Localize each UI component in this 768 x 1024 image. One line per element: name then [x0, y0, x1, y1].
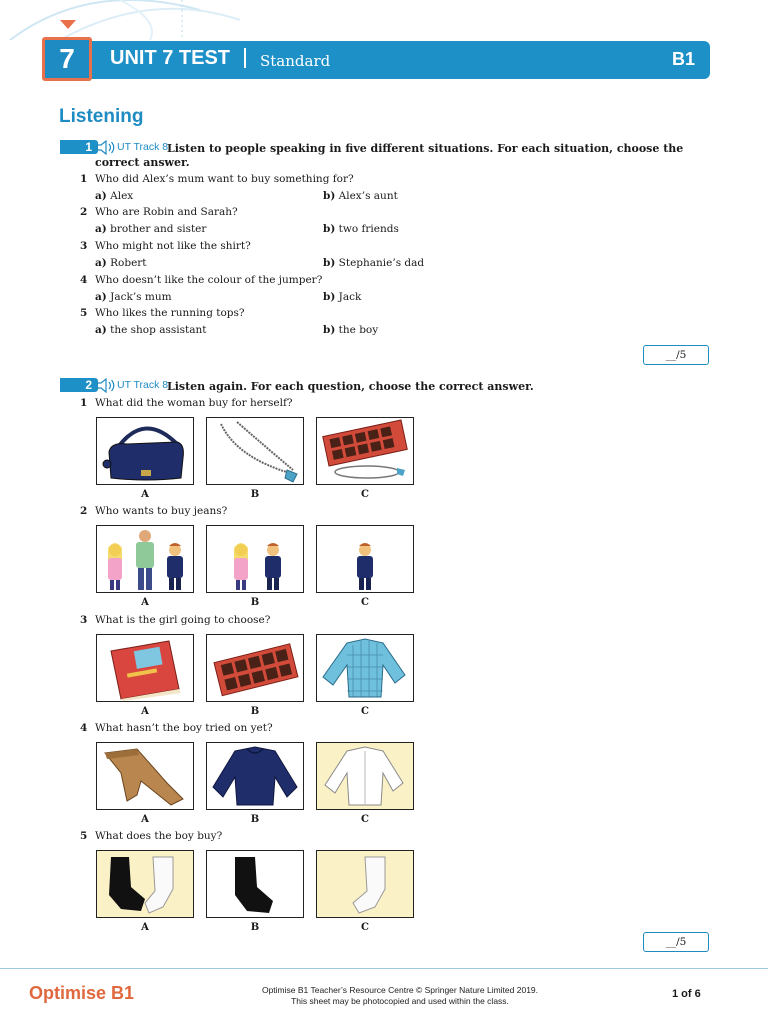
score-box[interactable]: __/5 [643, 932, 709, 952]
handbag-image [97, 418, 193, 484]
picture-label: C [361, 597, 369, 608]
exercise-1-instruction-line2: correct answer. [95, 156, 190, 169]
picture-option-a[interactable] [96, 634, 194, 702]
checked-shirt-image [317, 635, 413, 701]
question-number: 5 [80, 307, 88, 319]
white-socks-image [317, 851, 413, 917]
chocolates-image [207, 635, 303, 701]
question-text: Who did Alex’s mum want to buy something for? [95, 173, 354, 185]
picture-option-b[interactable] [206, 850, 304, 918]
section-title: Listening [59, 106, 144, 127]
footer-brand: Optimise B1 [29, 983, 135, 1003]
white-shirt-image [317, 743, 413, 809]
picture-label: B [250, 922, 260, 933]
unit-marker-triangle [60, 20, 76, 29]
picture-label: C [361, 922, 369, 933]
exercise-1-badge: 1 [60, 140, 98, 154]
question-number: 1 [80, 173, 88, 185]
exercise-2-badge: 2 [60, 378, 98, 392]
question-text: What did the woman buy for herself? [95, 397, 293, 409]
picture-option-a[interactable] [96, 417, 194, 485]
unit-number-box: 7 [42, 37, 92, 81]
black-socks-image [207, 851, 303, 917]
question-number: 2 [80, 505, 88, 517]
option-b[interactable]: b) Stephanie’s dad [323, 257, 425, 269]
necklace-image [207, 418, 303, 484]
footer-divider [0, 968, 768, 969]
picture-label: A [141, 922, 149, 933]
question-number: 1 [80, 397, 88, 409]
picture-label: A [141, 597, 149, 608]
picture-option-c[interactable] [316, 634, 414, 702]
header-decoration [0, 0, 320, 40]
book-image [97, 635, 193, 701]
question-text: Who doesn’t like the colour of the jumper? [95, 274, 323, 286]
picture-label: A [141, 489, 149, 500]
option-a[interactable]: a) Jack’s mum [95, 291, 172, 303]
chocolates-and-necklace-image [317, 418, 413, 484]
question-text: Who are Robin and Sarah? [95, 206, 238, 218]
picture-option-b[interactable] [206, 417, 304, 485]
question-number: 5 [80, 830, 88, 842]
score-box[interactable]: __/5 [643, 345, 709, 365]
picture-option-a[interactable] [96, 742, 194, 810]
picture-label: A [141, 814, 149, 825]
picture-option-b[interactable] [206, 525, 304, 593]
question-text: Who likes the running tops? [95, 307, 245, 319]
boy-image [317, 526, 413, 592]
question-text: What hasn’t the boy tried on yet? [95, 722, 273, 734]
picture-label: B [250, 706, 260, 717]
question-text: What does the boy buy? [95, 830, 223, 842]
question-number: 4 [80, 274, 88, 286]
header-separator [244, 48, 246, 68]
option-a[interactable]: a) the shop assistant [95, 324, 207, 336]
black-and-white-socks-image [97, 851, 193, 917]
picture-option-a[interactable] [96, 525, 194, 593]
question-text: Who might not like the shirt? [95, 240, 251, 252]
test-subtitle: Standard [260, 52, 331, 70]
picture-label: C [361, 489, 369, 500]
exercise-2-instruction: Listen again. For each question, choose the correct answer. [167, 380, 534, 393]
option-a[interactable]: a) brother and sister [95, 223, 207, 235]
question-text: Who wants to buy jeans? [95, 505, 228, 517]
girl-man-boy-image [97, 526, 193, 592]
jumper-image [207, 743, 303, 809]
picture-label: B [250, 814, 260, 825]
option-b[interactable]: b) Jack [323, 291, 362, 303]
copyright-line-1: Optimise B1 Teacher’s Resource Centre © Springer Nature Limited 2019. [261, 985, 539, 995]
picture-option-b[interactable] [206, 634, 304, 702]
picture-label: B [250, 489, 260, 500]
option-b[interactable]: b) Alex’s aunt [323, 190, 398, 202]
picture-option-a[interactable] [96, 850, 194, 918]
audio-track-label[interactable]: UT Track 8 [117, 141, 169, 153]
test-title: UNIT 7 TEST [110, 47, 231, 69]
girl-and-boy-image [207, 526, 303, 592]
question-number: 3 [80, 240, 88, 252]
question-number: 4 [80, 722, 88, 734]
speaker-icon [96, 378, 116, 393]
exercise-1-instruction-line1: Listen to people speaking in five different situations. For each situation, choose the [167, 142, 684, 155]
option-a[interactable]: a) Alex [95, 190, 134, 202]
option-a[interactable]: a) Robert [95, 257, 147, 269]
question-text: What is the girl going to choose? [95, 614, 271, 626]
copyright-line-2: This sheet may be photocopied and used within the class. [291, 996, 509, 1006]
picture-option-b[interactable] [206, 742, 304, 810]
picture-label: B [250, 597, 260, 608]
audio-track-label[interactable]: UT Track 8 [117, 379, 169, 391]
footer-copyright [250, 985, 550, 1007]
picture-label: C [361, 814, 369, 825]
picture-label: C [361, 706, 369, 717]
option-b[interactable]: b) two friends [323, 223, 399, 235]
page-number: 1 of 6 [672, 988, 701, 1000]
speaker-icon [96, 140, 116, 155]
picture-option-c[interactable] [316, 525, 414, 593]
level-label: B1 [672, 49, 696, 69]
option-b[interactable]: b) the boy [323, 324, 379, 336]
picture-option-c[interactable] [316, 850, 414, 918]
picture-option-c[interactable] [316, 417, 414, 485]
picture-option-c[interactable] [316, 742, 414, 810]
question-number: 2 [80, 206, 88, 218]
question-number: 3 [80, 614, 88, 626]
trousers-image [97, 743, 193, 809]
picture-label: A [141, 706, 149, 717]
